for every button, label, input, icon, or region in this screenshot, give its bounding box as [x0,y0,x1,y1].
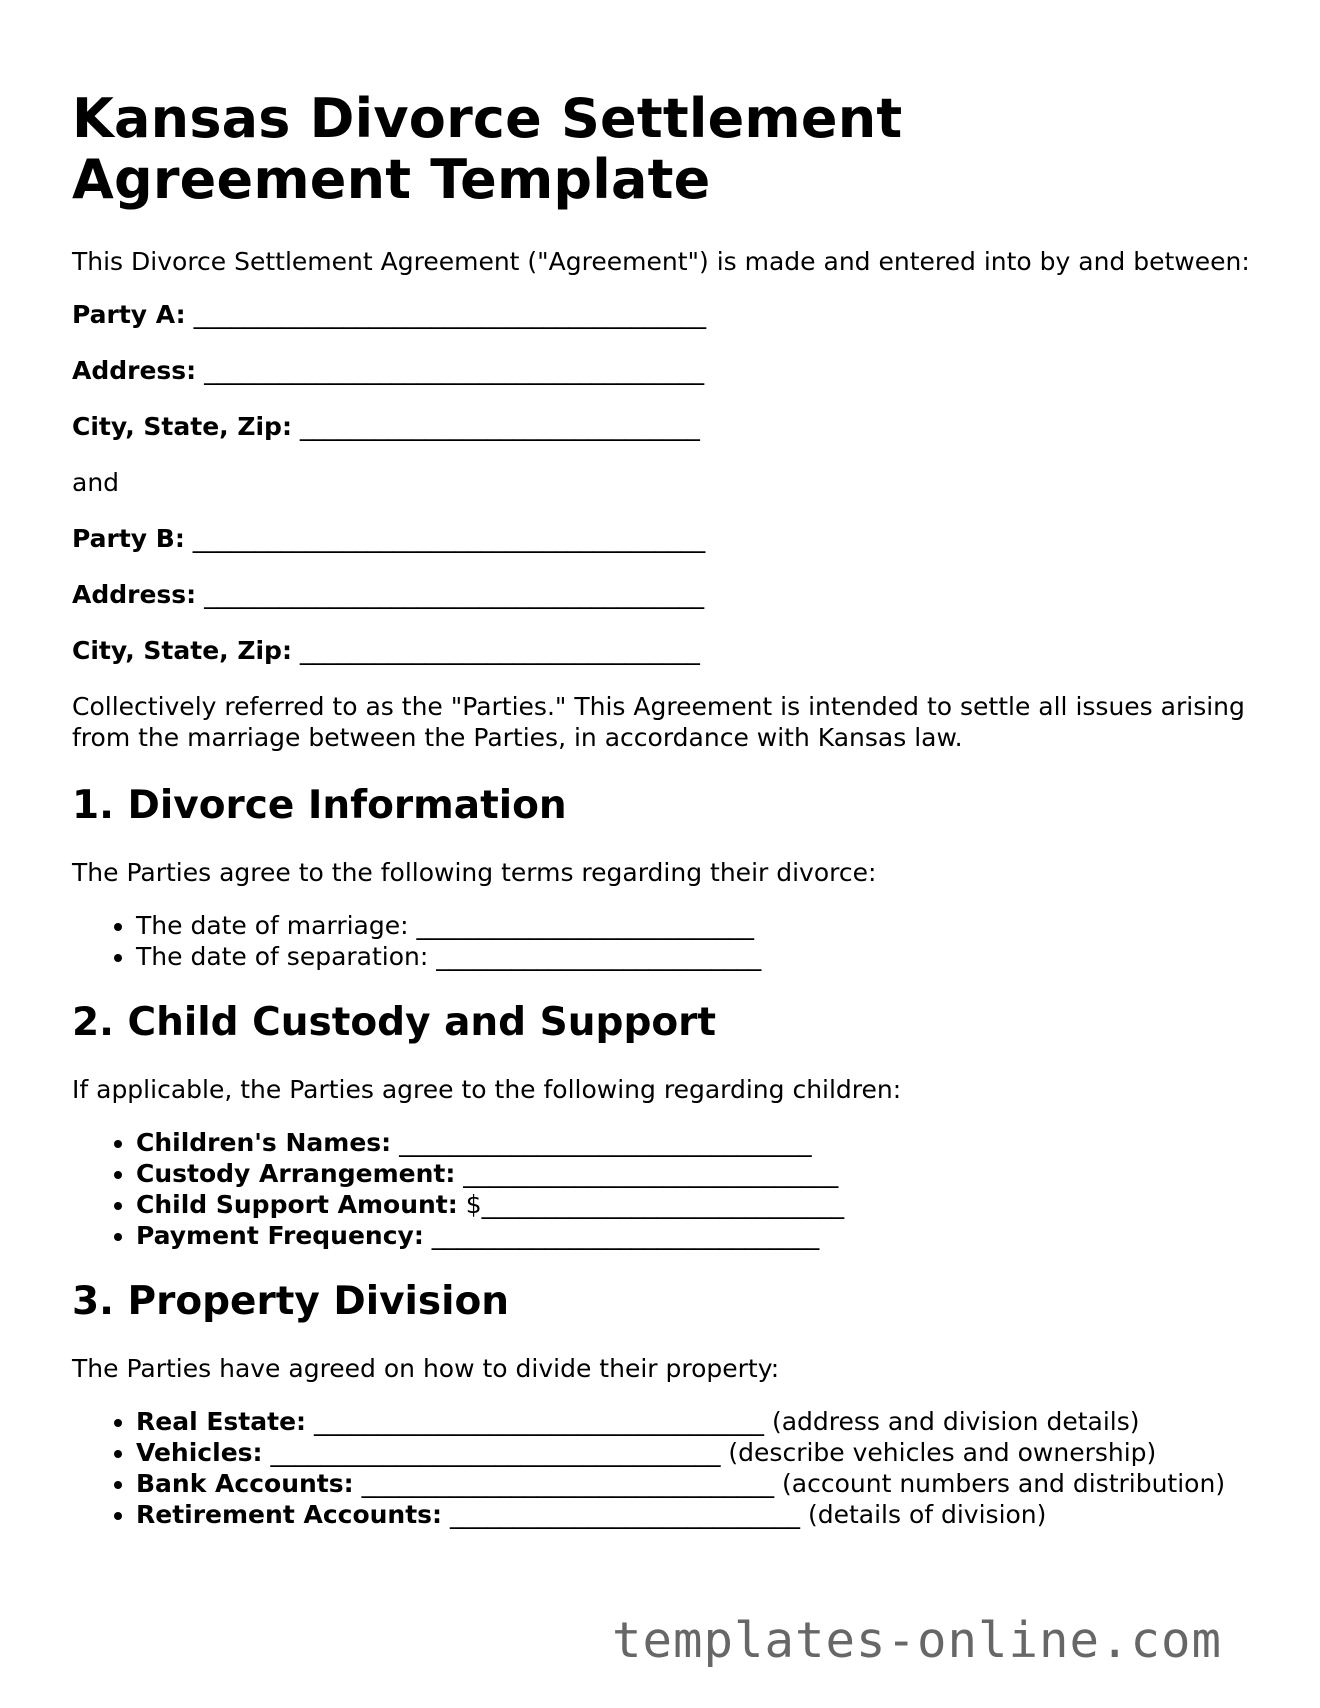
document-page [72,88,1252,1558]
list-item-label: Custody Arrangement: [136,1159,456,1188]
list-item-label: Retirement Accounts: [136,1500,443,1529]
list-item-label: Real Estate: [136,1407,307,1436]
list-item-label: Children's Names: [136,1128,392,1157]
list-item-blank: _________________________________ [391,1128,812,1157]
party-a-address-blank: ________________________________________ [196,356,705,385]
list-item-blank: ____________________________ (details of division) [442,1500,1047,1529]
section-3-list [72,1406,1252,1530]
and-text: and [72,468,120,497]
list-item [136,1437,1252,1468]
list-item-label: Payment Frequency: [136,1221,424,1250]
section-2-heading: 2. Child Custody and Support [72,1000,717,1045]
party-b-name-label: Party B: [72,524,185,553]
section-3-intro: The Parties have agreed on how to divide their property: [72,1354,780,1383]
list-item [136,1406,1252,1437]
list-item [136,1499,1252,1530]
list-item-blank: ____________________________________ (address and division details) [306,1407,1140,1436]
section-3-heading: 3. Property Division [72,1279,510,1324]
list-item: • The date of marriage: ___________________________ [136,910,1252,941]
list-item-label: Child Support Amount: [136,1190,458,1219]
section-2-list [72,1127,1252,1251]
list-item [136,1468,1252,1499]
intro-paragraph: This Divorce Settlement Agreement ("Agreement") is made and entered into by and between: [72,247,1250,276]
party-a-name-blank: _________________________________________ [185,300,707,329]
party-a-city-blank: ________________________________ [291,412,700,441]
party-a-address-field [72,355,1252,386]
party-b-name-blank: _________________________________________ [184,524,706,553]
party-b-address-blank: ________________________________________ [196,580,705,609]
list-item-blank: ____________________________________ (describe vehicles and ownership) [262,1438,1157,1467]
party-a-name-field [72,299,1252,330]
party-a-address-label: Address: [72,356,197,385]
section-1-list [72,910,1252,972]
list-item [136,1189,1252,1220]
party-b-address-label: Address: [72,580,197,609]
section-2-intro: If applicable, the Parties agree to the following regarding children: [72,1075,902,1104]
section-1-intro: The Parties agree to the following terms regarding their divorce: [72,858,877,887]
party-a-name-label: Party A: [72,300,186,329]
watermark: templates-online.com [612,1612,1223,1669]
list-item-blank: ______________________________ [455,1159,839,1188]
list-item-blank: _______________________________ [423,1221,820,1250]
party-a-city-field [72,411,1252,442]
list-item [136,1127,1252,1158]
collective-paragraph: Collectively referred to as the "Parties." This Agreement is intended to settle all issues arising from the marriage between the Parties, in accordance with Kansas law. [72,692,1245,752]
list-item-blank: $_____________________________ [457,1190,845,1219]
party-b-city-label: City, State, Zip: [72,636,292,665]
party-b-name-field [72,523,1252,554]
document-title: Kansas Divorce Settlement Agreement Template [72,87,903,211]
party-b-city-field [72,635,1252,666]
list-item-label: Bank Accounts: [136,1469,354,1498]
party-a-city-label: City, State, Zip: [72,412,292,441]
party-b-city-blank: ________________________________ [291,636,700,665]
list-item [136,1158,1252,1189]
list-item-label: Vehicles: [136,1438,263,1467]
list-item [136,1220,1252,1251]
party-b-address-field [72,579,1252,610]
list-item-blank: _________________________________ (account numbers and distribution) [353,1469,1226,1498]
list-item: • The date of separation: __________________________ [136,941,1252,972]
section-1-heading: 1. Divorce Information [72,783,567,828]
